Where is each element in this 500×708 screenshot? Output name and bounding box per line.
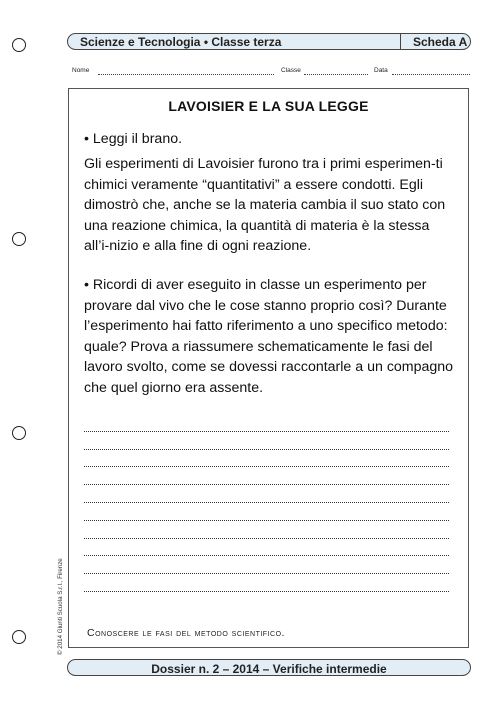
answer-line[interactable]	[84, 574, 449, 592]
footer-bar	[67, 659, 471, 676]
classe-field[interactable]	[304, 74, 368, 75]
worksheet-label: Scheda A	[413, 35, 468, 49]
instruction-summarize	[84, 275, 456, 399]
answer-line[interactable]	[84, 450, 449, 468]
instruction-summarize-text: • Ricordi di aver eseguito in classe un esperimento per provare dal vivo che le cose stanno proprio così? Durante l’esperimento hai fatto riferimento a uno specifico metodo: quale? Prova a riassumere schematicamente le fasi del lavoro svolto, come se dovessi raccontarle a un compagno che quel giorno era assente.	[84, 277, 454, 396]
answer-line[interactable]	[84, 503, 449, 521]
learning-objective: Conoscere le fasi del metodo scientifico.	[87, 627, 285, 639]
answer-line[interactable]	[84, 539, 449, 557]
copyright-notice: © 2014 Giunti Scuola S.r.l., Firenze	[57, 558, 64, 655]
answer-line[interactable]	[84, 432, 449, 450]
classe-label: Classe	[281, 67, 301, 74]
worksheet-box	[68, 88, 469, 648]
page-title: LAVOISIER E LA SUA LEGGE	[168, 98, 369, 114]
answer-line[interactable]	[84, 521, 449, 539]
instruction-read	[84, 129, 456, 150]
footer-label: Dossier n. 2 – 2014 – Verifiche intermedie	[151, 662, 387, 676]
answer-area[interactable]	[84, 414, 449, 592]
binder-hole-4	[12, 630, 26, 644]
header-bar	[67, 33, 471, 50]
subject-label: Scienze e Tecnologia • Classe terza	[80, 35, 282, 49]
passage	[84, 154, 456, 257]
header-divider	[400, 34, 401, 49]
student-fields	[72, 67, 470, 79]
nome-label: Nome	[72, 67, 90, 74]
binder-hole-2	[12, 232, 26, 246]
answer-line[interactable]	[84, 556, 449, 574]
instruction-read-text: • Leggi il brano.	[84, 131, 183, 147]
data-label: Data	[374, 67, 388, 74]
passage-text: Gli esperimenti di Lavoisier furono tra i primi esperimen-ti chimici veramente “quantitativi” a essere condotti. Egli dimostrò che, anche se la materia cambia il suo stato con una reazione chimica, la quantità di materia è la stessa all’i-nizio e alla fine di ogni reazione.	[84, 156, 446, 255]
answer-line[interactable]	[84, 467, 449, 485]
answer-line[interactable]	[84, 485, 449, 503]
answer-line[interactable]	[84, 414, 449, 432]
nome-field[interactable]	[98, 74, 274, 75]
binder-hole-3	[12, 426, 26, 440]
data-field[interactable]	[392, 74, 470, 75]
binder-hole-1	[12, 38, 26, 52]
